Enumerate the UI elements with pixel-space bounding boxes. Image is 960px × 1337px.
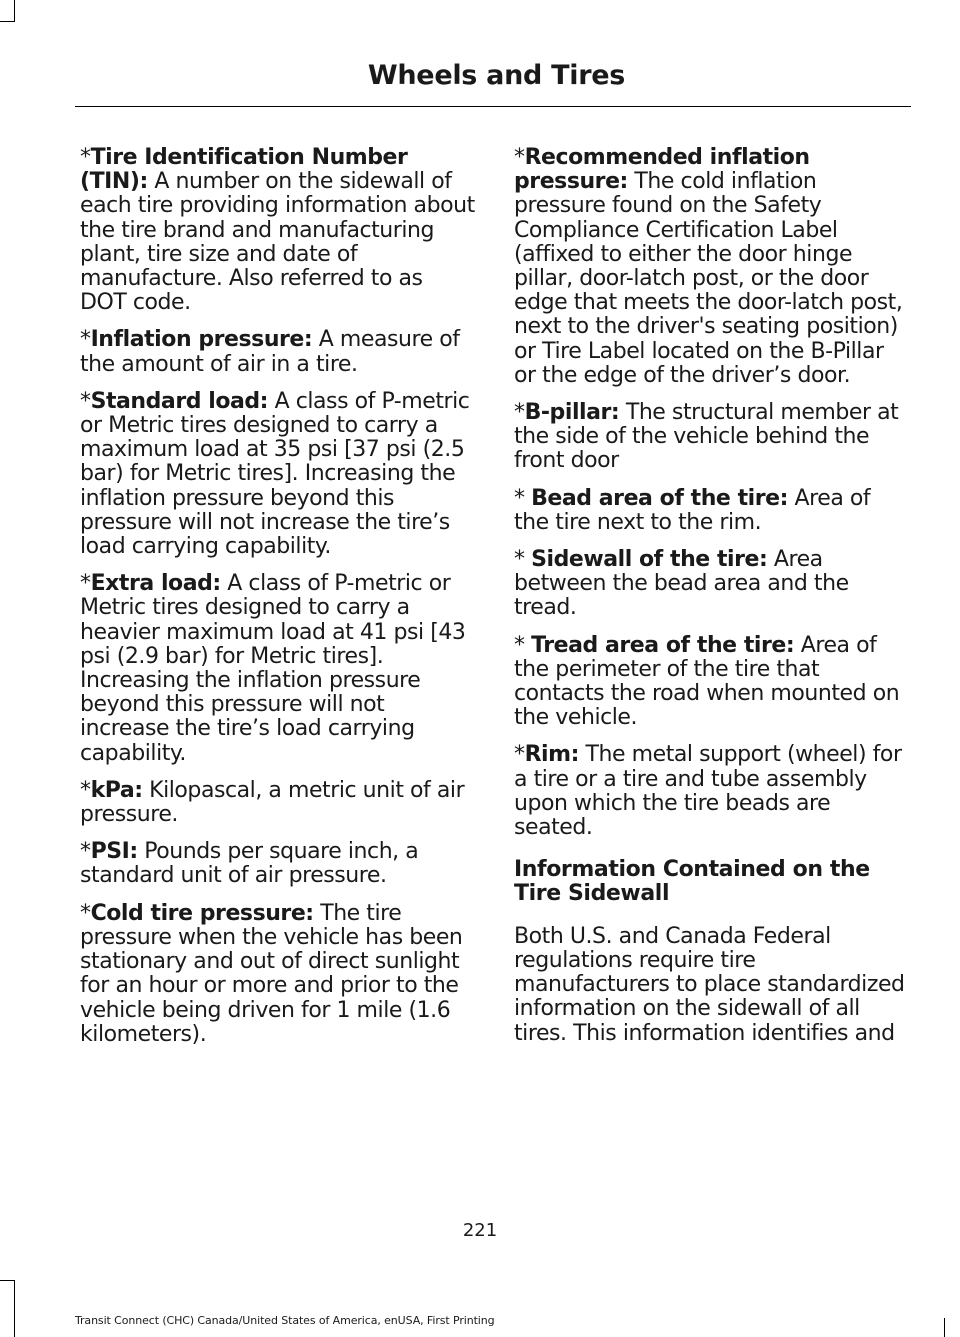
section-body: Both U.S. and Canada Federal regulations require tire manufacturers to place standardized information on the sidewall of all tires. This information identifies and (514, 923, 905, 1046)
definition-tread-area: * Tread area of the tire: Area of the perimeter of the tire that contacts the road when mounted on the vehicle. (514, 632, 900, 731)
definition-extra-load: *Extra load: A class of P-metric or Metric tires designed to carry a heavier maximum load at 41 psi [43 psi (2.9 bar) for Metric tires]. Increasing the inflation pressure beyond this pressure will not increase the tire’s load carrying capability. (80, 571, 466, 766)
section-heading: Information Contained on the Tire Sidewall (514, 857, 870, 907)
definition-bead-area: * Bead area of the tire: Area of the tire next to the rim. (514, 485, 871, 535)
definition-cold-tire-pressure: *Cold tire pressure: The tire pressure when the vehicle has been stationary and out of direct sunlight for an hour or more and prior to the vehicle being driven for 1 mile (1.6 kilometers). (80, 900, 463, 1047)
definition-standard-load: *Standard load: A class of P-metric or Metric tires designed to carry a maximum load at 35 psi [37 psi (2.5 bar) for Metric tires]. Increasing the inflation pressure beyond this pressure will not increase the tire’s load carrying capability. (80, 388, 470, 560)
definition-b-pillar: *B-pillar: The structural member at the side of the vehicle behind the front door (514, 400, 899, 474)
definition-sidewall: * Sidewall of the tire: Area between the bead area and the tread. (514, 547, 849, 621)
right-column (514, 146, 909, 1059)
definition-recommended-inflation-pressure: *Recommended inflation pressure: The cold inflation pressure found on the Safety Compliance Certification Label (affixed to either the door hinge pillar, door-latch post, or the door edge that meets the door-latch post, next to the driver's seating position) or Tire Label located on the B-Pillar or the edge of the driver’s door. (514, 145, 903, 388)
definition-psi: *PSI: Pounds per square inch, a standard unit of air pressure. (80, 839, 419, 889)
definition-tin: *Tire Identification Number (TIN): A number on the sidewall of each tire providing information about the tire brand and manufacturing plant, tire size and date of manufacture. Also referred to as DOT code. (80, 145, 475, 316)
crop-mark-top-left-h (0, 21, 15, 22)
left-column (80, 146, 475, 1060)
header-divider (75, 106, 911, 107)
crop-mark-bottom-left-h (0, 1280, 15, 1281)
definition-inflation-pressure: *Inflation pressure: A measure of the amount of air in a tire. (80, 327, 460, 377)
page-footer: Transit Connect (CHC) Canada/United States of America, enUSA, First Printing (75, 1314, 495, 1327)
crop-mark-bottom-left-v (14, 1280, 15, 1337)
page-header-title: Wheels and Tires (367, 60, 625, 91)
definition-kpa: *kPa: Kilopascal, a metric unit of air pressure. (80, 777, 465, 828)
crop-mark-bottom-right-v (944, 1318, 945, 1337)
page-number: 221 (462, 1220, 498, 1241)
definition-rim: *Rim: The metal support (wheel) for a tire or a tire and tube assembly upon which the tire beads are seated. (514, 742, 902, 841)
crop-mark-top-left-v (14, 0, 15, 22)
